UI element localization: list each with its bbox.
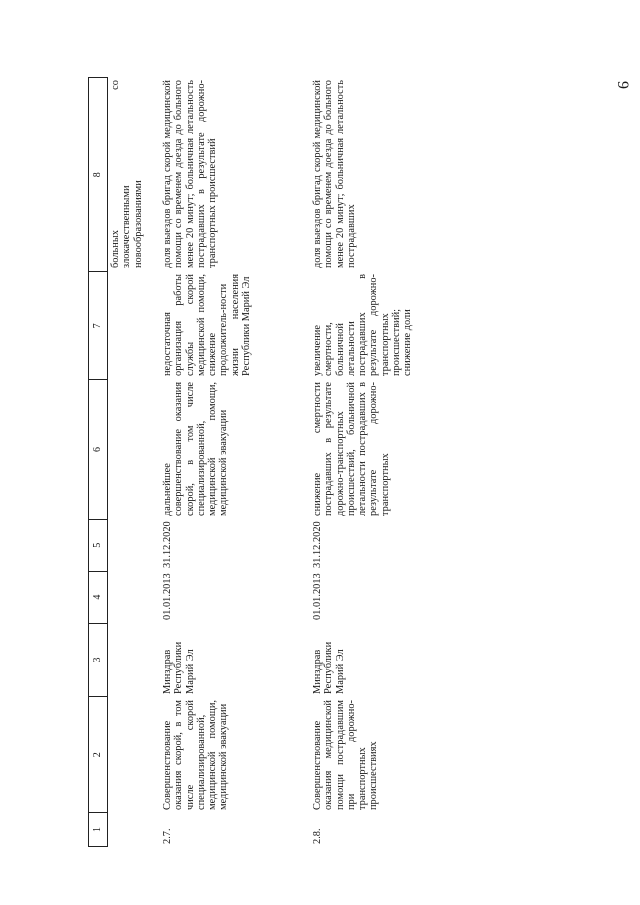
expected-result: дальнейшее совершенствование оказания скорой, в том числе специализированной, медицинской помощи, медицинской эвакуации — [162, 382, 230, 516]
start-date: 01.01.2013 — [162, 573, 173, 620]
header-col-5: 5 — [89, 519, 107, 571]
non-implementation-consequences: увеличение смертности, больничной летальности пострадавших в результате дорожно-транспортных происшествий; снижение доли — [312, 274, 414, 376]
measure-name: Совершенствование оказания скорой, в том числе скорой специализированной, медицинской помощи, медицинской эвакуации — [162, 700, 230, 810]
header-col-1: 1 — [89, 812, 107, 846]
header-col-7: 7 — [89, 272, 107, 380]
executor: Минздрав Республики Марий Эл — [312, 641, 346, 694]
related-indicators: доля выездов бригад скорой медицинской помощи со временем доезда до больного менее 20 минут; больничная летальность пострадавших — [312, 80, 357, 268]
end-date: 31.12.2020 — [312, 521, 323, 568]
header-col-8: 8 — [92, 172, 103, 178]
row-number: 2.7. — [162, 828, 173, 844]
header-col-4: 4 — [89, 571, 107, 623]
expected-result: снижение смертности пострадавших в результате дорожно-транспортных происшествий, больничной летальности пострадавших в результате дорожно-транспортных — [312, 382, 391, 516]
table-stage — [88, 77, 418, 847]
table-header-row — [88, 77, 108, 847]
start-date: 01.01.2013 — [312, 573, 323, 620]
related-indicators: доля выездов бригад скорой медицинской помощи со временем доезда до больного менее 20 минут; больничная летальность пострадавших в результате дорожно-транспортных происшествий — [162, 80, 219, 268]
executor: Минздрав Республики Марий Эл — [162, 641, 196, 694]
measures-table — [88, 77, 418, 847]
row-number: 2.8. — [312, 828, 323, 844]
header-col-3: 3 — [89, 623, 107, 697]
non-implementation-consequences: недостаточная организация работы службы скорой медицинской помощи, снижение продолжитель-ности жизни населения Республики Марий Эл — [162, 274, 253, 376]
table-row — [160, 77, 310, 847]
measure-name: Совершенствование оказания медицинской помощи пострадавшим при дорожно-транспортных происшествиях — [312, 700, 380, 810]
header-col-2: 2 — [89, 696, 107, 812]
end-date: 31.12.2020 — [162, 521, 173, 568]
continuation-indicators: больных со злокачественными новообразованиями — [110, 80, 144, 268]
page-number: 9 — [614, 81, 631, 89]
header-col-6: 6 — [89, 379, 107, 519]
table-row — [310, 77, 418, 847]
table-row-continuation — [108, 77, 160, 847]
